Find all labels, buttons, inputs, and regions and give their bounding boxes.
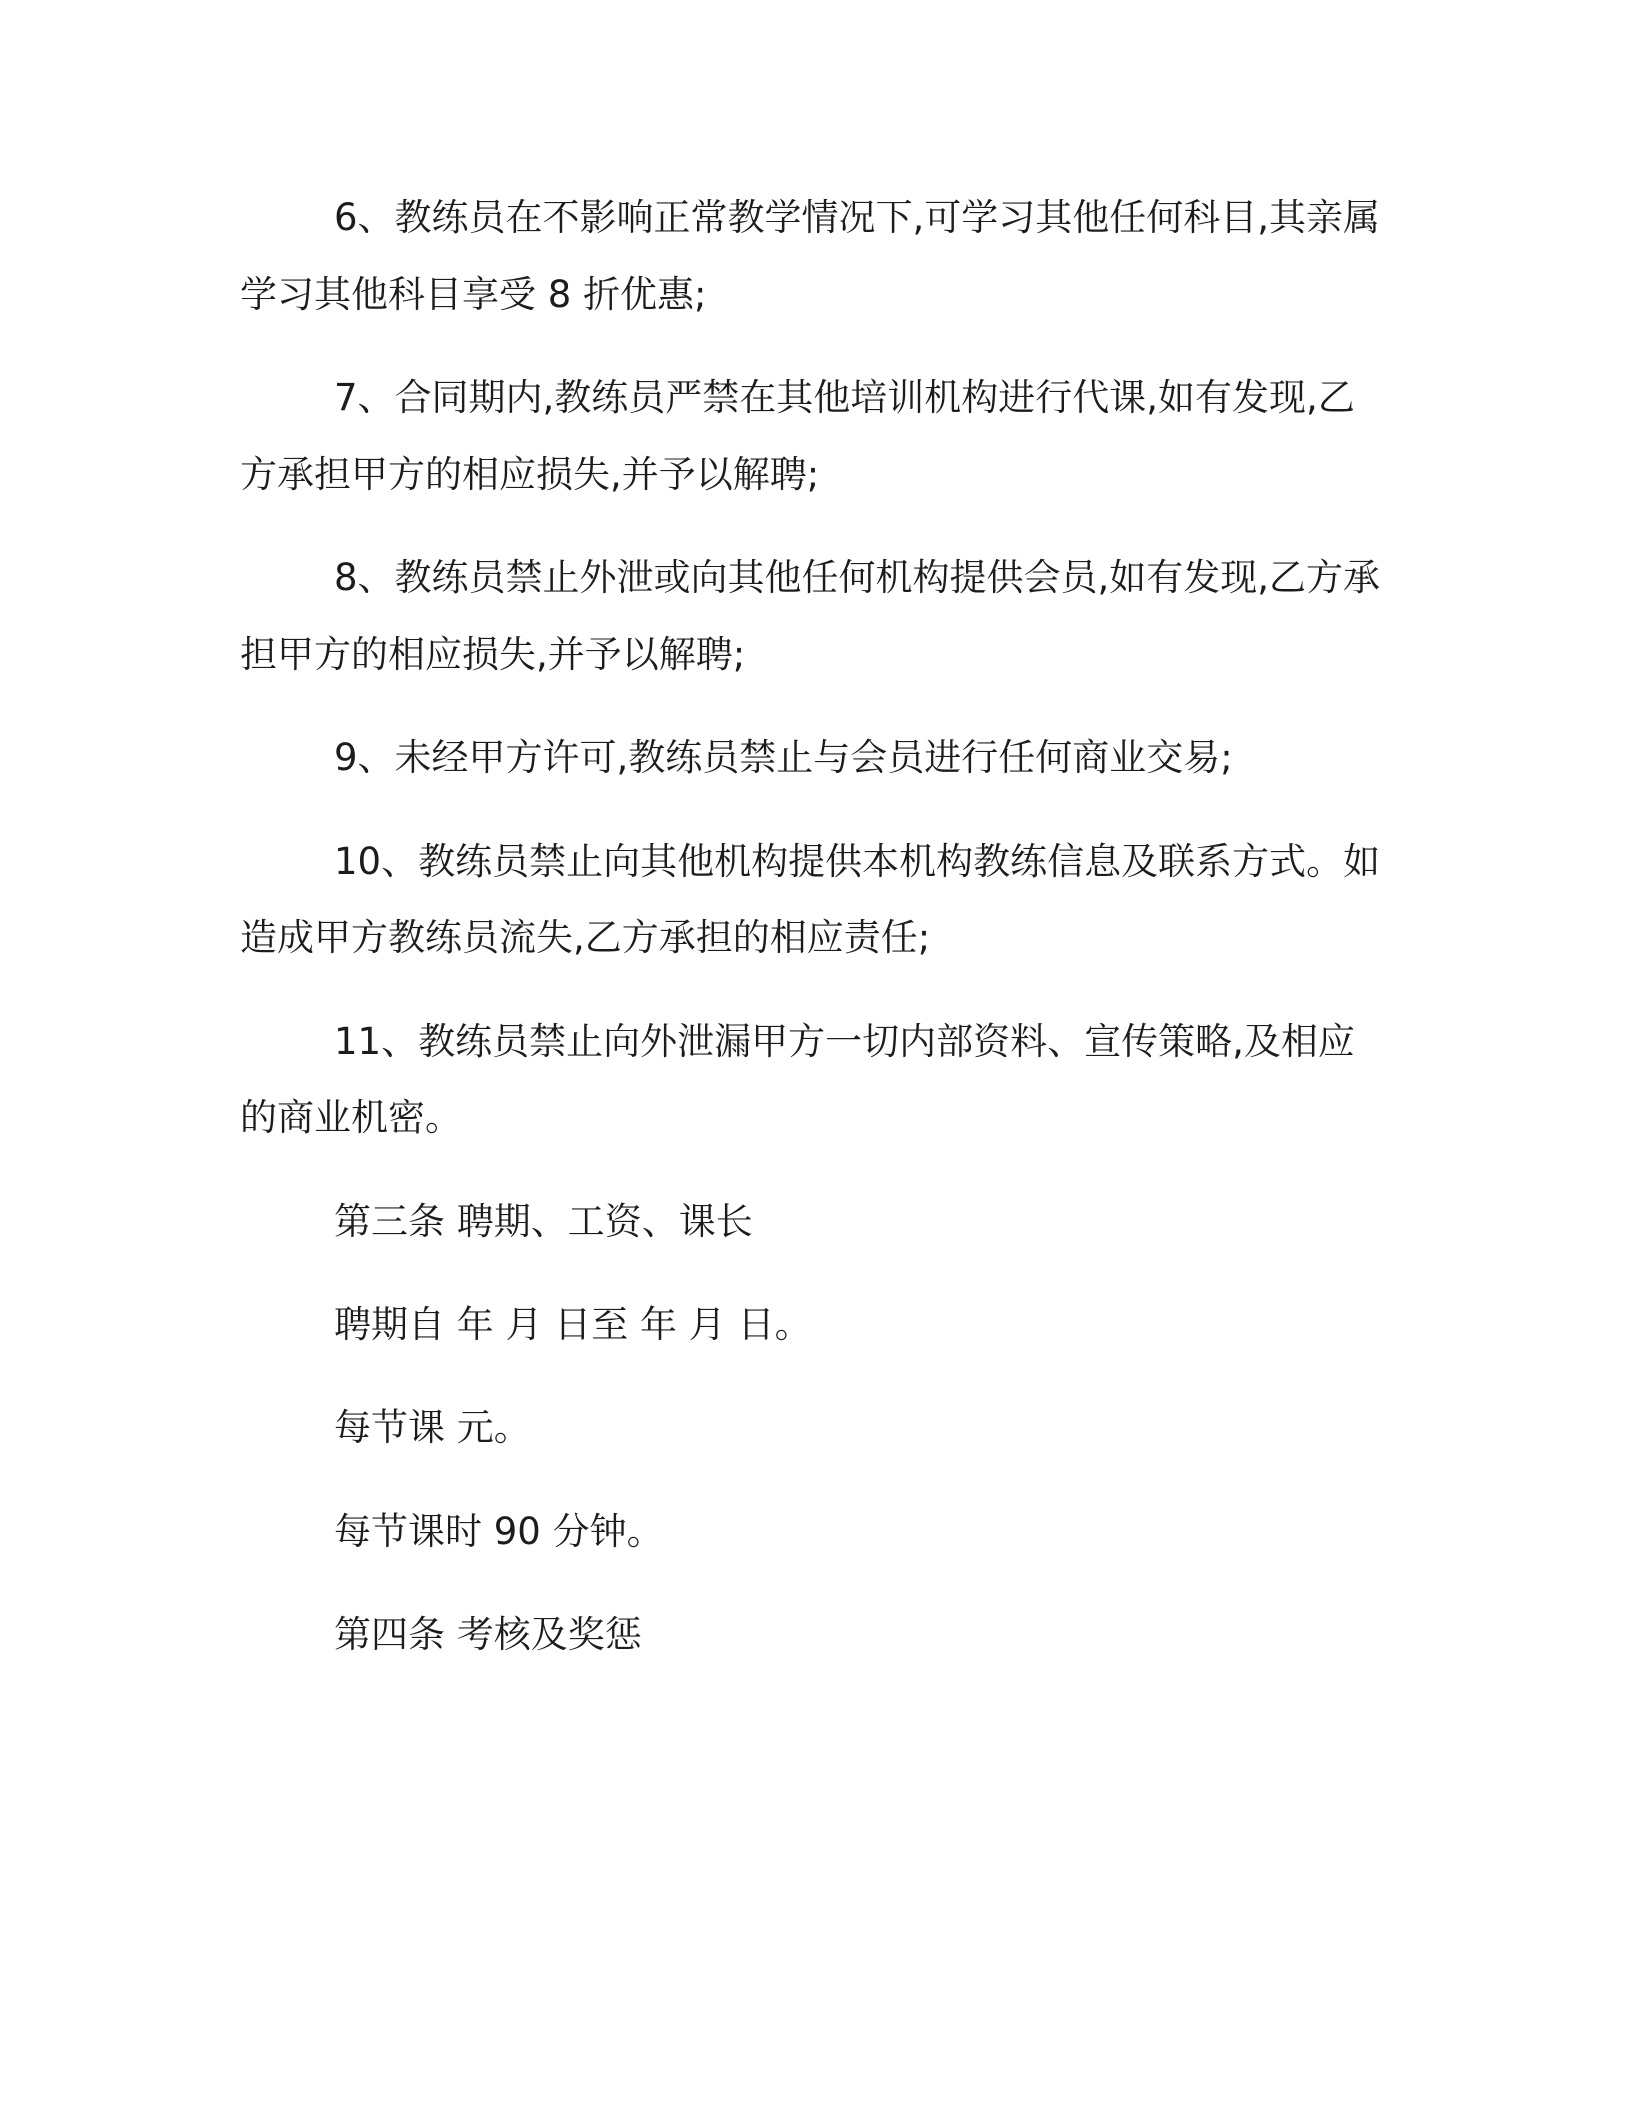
clause-7-line-1: 7、合同期内,教练员严禁在其他培训机构进行代课,如有发现,乙 bbox=[334, 376, 1355, 419]
clause-6-line-1: 6、教练员在不影响正常教学情况下,可学习其他任何科目,其亲属 bbox=[334, 196, 1381, 239]
clause-11-line-1: 11、教练员禁止向外泄漏甲方一切内部资料、宣传策略,及相应 bbox=[334, 1020, 1355, 1063]
clause-6-line-2: 学习其他科目享受 8 折优惠; bbox=[240, 273, 707, 316]
clause-8-line-2: 担甲方的相应损失,并予以解聘; bbox=[240, 633, 746, 676]
article-3-term: 聘期自 年 月 日至 年 月 日。 bbox=[334, 1303, 812, 1346]
clause-10-line-2: 造成甲方教练员流失,乙方承担的相应责任; bbox=[240, 916, 931, 959]
clause-10-line-1: 10、教练员禁止向其他机构提供本机构教练信息及联系方式。如 bbox=[334, 840, 1381, 883]
clause-9-line-1: 9、未经甲方许可,教练员禁止与会员进行任何商业交易; bbox=[334, 736, 1233, 779]
clause-11-line-2: 的商业机密。 bbox=[240, 1096, 462, 1139]
article-3-fee: 每节课 元。 bbox=[334, 1406, 531, 1449]
clause-7-line-2: 方承担甲方的相应损失,并予以解聘; bbox=[240, 453, 820, 496]
clause-8-line-1: 8、教练员禁止外泄或向其他任何机构提供会员,如有发现,乙方承 bbox=[334, 556, 1381, 599]
article-3-duration: 每节课时 90 分钟。 bbox=[334, 1510, 664, 1553]
article-3-heading: 第三条 聘期、工资、课长 bbox=[334, 1200, 753, 1243]
article-4-heading: 第四条 考核及奖惩 bbox=[334, 1613, 642, 1656]
